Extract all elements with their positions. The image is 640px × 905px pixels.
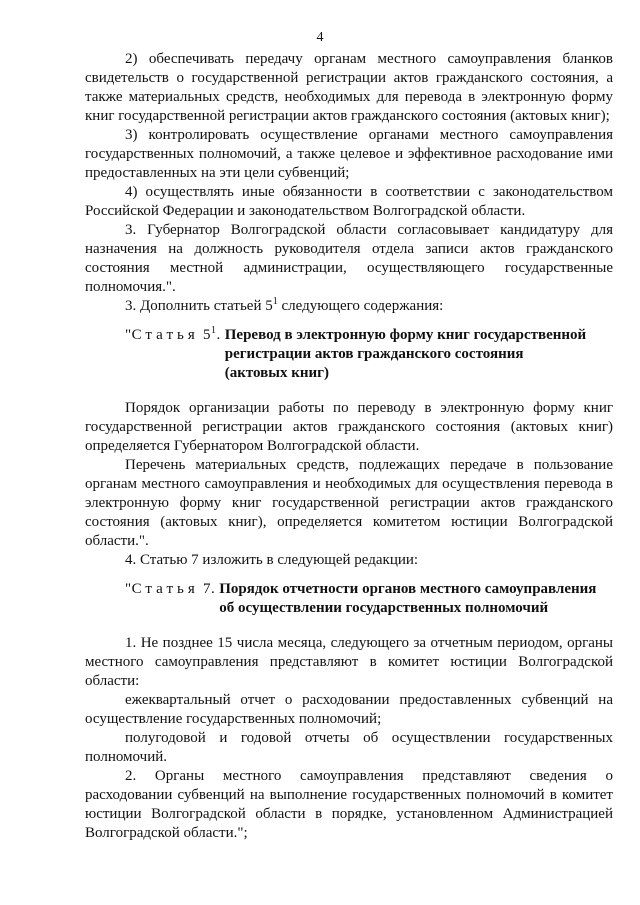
article-5-1-lead [85,326,221,345]
paragraph-quarterly-report: ежеквартальный отчет о расходовании предоставленных субвенций на осуществление государственных полномочий; [85,692,613,727]
article-7-heading [85,580,613,618]
paragraph-reporting-deadline: 1. Не позднее 15 числа месяца, следующего за отчетным периодом, органы местного самоуправления представляют в комитет юстиции Волгоградской области: [85,635,613,689]
article-5-1-title-line-2: регистрации актов гражданского состояния [224,346,524,362]
page-number: 4 [316,30,324,45]
article-5-1-title [221,326,586,383]
paragraph-4-other-duties: 4) осуществлять иные обязанности в соответствии с законодательством Российской Федерации и законодательством Волгоградской области. [85,184,613,219]
article-5-1-title-line-1: Перевод в электронную форму книг государственной [224,327,587,343]
article-5-1-word: Статья [131,327,199,343]
article-7-number: 7 [203,581,211,597]
article-5-1-title-line-3: (актовых книг) [224,365,329,381]
article-7-title-line-1: Порядок отчетности органов местного самоуправления [219,581,597,597]
paragraph-semiannual-report: полугодовой и годовой отчеты об осуществлении государственных полномочий. [85,730,613,765]
article-5-1-number-dot: . [216,327,221,343]
add-article-superscript: 1 [272,296,278,307]
article-5-1-number-sup: 1 [211,325,217,336]
article-7-number-dot: . [211,581,216,597]
add-article-text-after: следующего содержания: [277,298,444,314]
article-5-1-number: 5 [203,327,211,343]
article-7-title-line-2: об осуществлении государственных полномочий [219,600,549,616]
paragraph-add-article [85,297,613,316]
article-5-1-quote: " [125,327,132,343]
add-article-text-before: 3. Дополнить статьей 5 [125,298,273,314]
article-7-word: Статья [131,581,199,597]
article-7-title [215,580,596,618]
paragraph-subvention-info: 2. Органы местного самоуправления представляют сведения о расходовании субвенций на выполнение государственных полномочий в комитет юстиции Волгоградской области в порядке, установленном Администрацией Волгоградской области."; [85,768,613,841]
paragraph-governor-approval: 3. Губернатор Волгоградской области согласовывает кандидатуру для назначения на должность руководителя отдела записи актов гражданского состояния местной администрации, осуществляющего государственные полномочия.". [85,222,613,295]
paragraph-materials-list: Перечень материальных средств, подлежащих передаче в пользование органам местного самоуправления и необходимых для осуществления перевода в электронную форму книг государственной регистрации актов гражданского состояния (актовых книг), определяется комитетом юстиции Волгоградской области.". [85,457,613,549]
article-5-1-heading [85,326,613,383]
paragraph-3-control: 3) контролировать осуществление органами местного самоуправления государственных полномочий, а также целевое и эффективное расходование ими предоставленных на эти цели субвенций; [85,127,613,181]
article-7-lead [85,580,215,599]
paragraph-conversion-procedure: Порядок организации работы по переводу в электронную форму книг государственной регистрации актов гражданского состояния (актовых книг) определяется Губернатором Волгоградской области. [85,400,613,454]
article-7-quote: " [125,581,132,597]
paragraph-2-obligation: 2) обеспечивать передачу органам местного самоуправления бланков свидетельств о государственной регистрации актов гражданского состояния, а также материальных средств, необходимых для перевода в электронную форму книг государственной регистрации актов гражданского состояния (актовых книг); [85,51,613,124]
document-body [85,50,613,843]
paragraph-amend-article-7: 4. Статью 7 изложить в следующей редакции: [125,552,419,568]
